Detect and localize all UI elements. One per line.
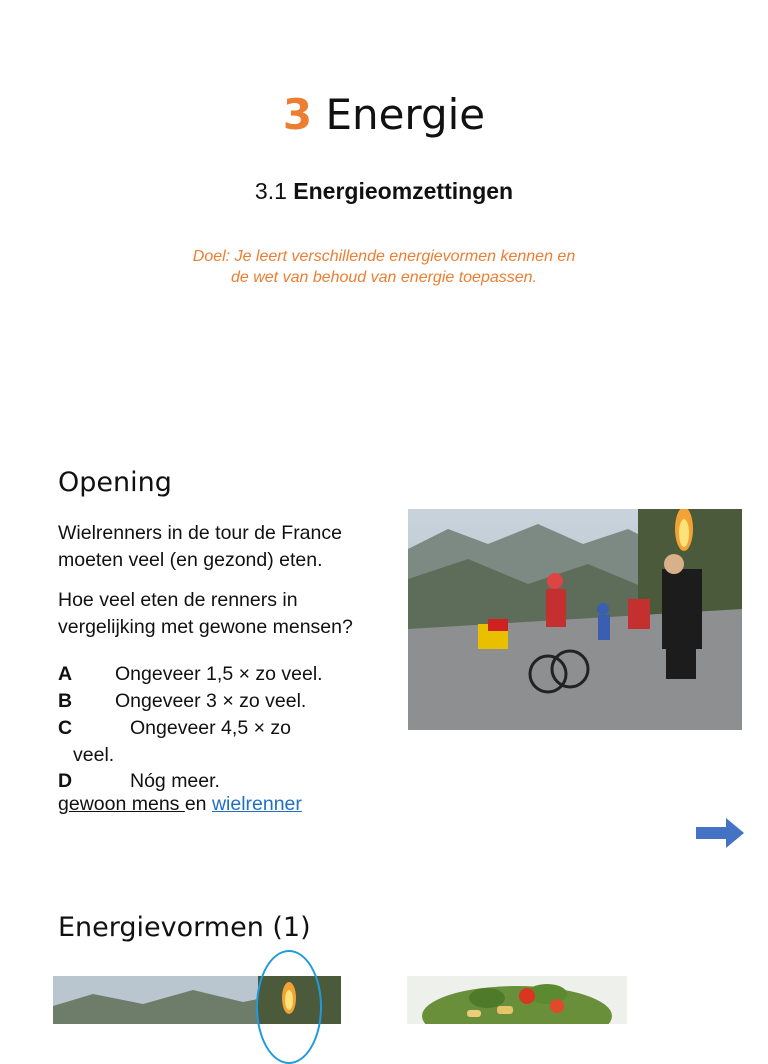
goal-line-2: de wet van behoud van energie toepassen. (230, 269, 537, 286)
intro-line-2: moeten veel (en gezond) eten. (58, 549, 323, 571)
wielrenner-link[interactable]: wielrenner (211, 793, 302, 815)
question-line-2: vergelijking met gewone mensen? (58, 616, 353, 638)
answer-option-c (58, 715, 291, 742)
section-number: 3.1 (254, 178, 287, 204)
question-line-1: Hoe veel eten de renners in (58, 589, 298, 611)
salad-photo (407, 976, 627, 1024)
opening-heading: Opening (58, 467, 172, 498)
links-line (58, 791, 302, 818)
section-title-text: Energieomzettingen (293, 178, 514, 204)
option-letter: C (58, 717, 73, 739)
option-text: Ongeveer 1,5 × zo veel. (115, 663, 323, 685)
chapter-title-text: Energie (325, 90, 486, 139)
option-letter: D (58, 770, 73, 792)
link-connector: en (184, 793, 212, 815)
option-text: Nóg meer. (130, 770, 220, 792)
energievormen-heading: Energievormen (1) (58, 912, 311, 943)
goal-text (160, 246, 608, 288)
intro-paragraph (58, 520, 388, 574)
right-arrow-icon[interactable] (696, 818, 744, 848)
chapter-title (0, 90, 768, 139)
section-title (0, 178, 768, 205)
option-letter: B (58, 690, 73, 712)
answer-option-b (58, 688, 306, 715)
option-text: Ongeveer 3 × zo veel. (115, 690, 307, 712)
option-c-continuation: veel. (73, 744, 115, 766)
intro-line-1: Wielrenners in de tour de France (58, 522, 342, 544)
question-paragraph (58, 587, 388, 641)
option-text: Ongeveer 4,5 × zo (130, 717, 291, 739)
answer-option-a (58, 661, 323, 688)
gewoon-mens-link[interactable]: gewoon mens (58, 793, 185, 815)
option-letter: A (58, 663, 73, 685)
chapter-number: 3 (282, 90, 313, 139)
highlight-circle (256, 950, 322, 1064)
goal-line-1: Doel: Je leert verschillende energievormen kennen en (192, 248, 576, 265)
tour-de-france-photo (408, 509, 742, 730)
